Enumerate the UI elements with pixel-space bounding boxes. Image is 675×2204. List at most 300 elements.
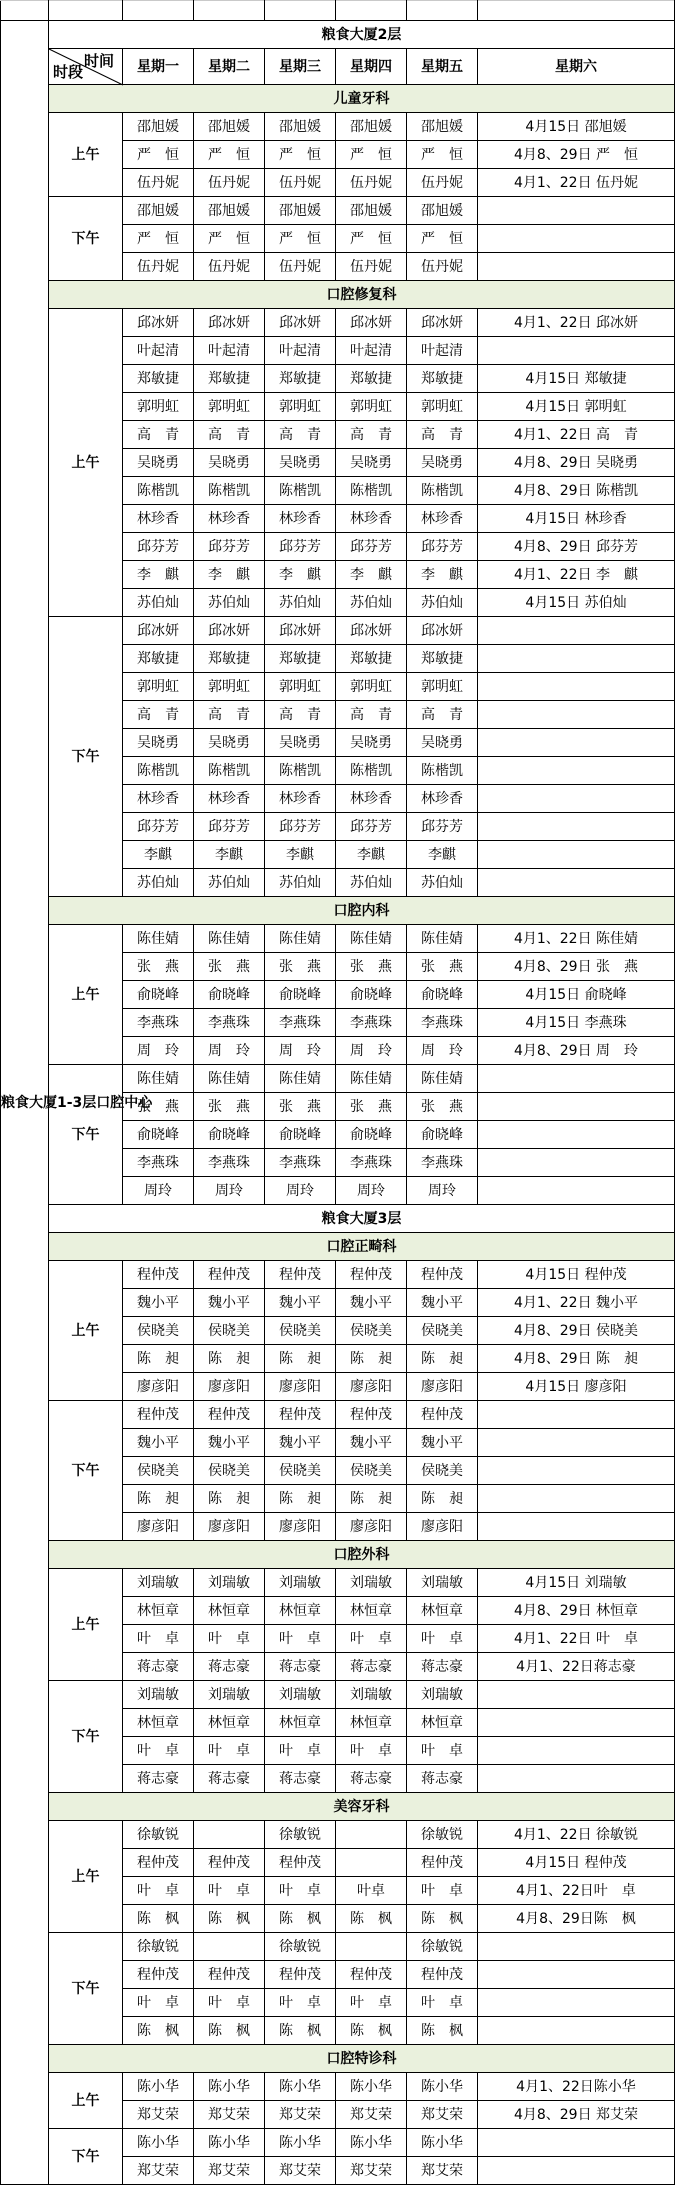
doctor-cell: 高 青 [194, 421, 265, 449]
doctor-cell: 叶起清 [265, 337, 336, 365]
saturday-cell: 4月8、29日 林恒章 [478, 1597, 675, 1625]
doctor-cell: 魏小平 [265, 1289, 336, 1317]
doctor-cell: 徐敏锐 [123, 1821, 194, 1849]
saturday-cell [478, 617, 675, 645]
doctor-cell: 郑艾荣 [123, 2157, 194, 2185]
doctor-cell: 陈楷凯 [265, 757, 336, 785]
doctor-cell: 周玲 [336, 1177, 407, 1205]
doctor-cell: 郑敏捷 [336, 645, 407, 673]
doctor-cell: 陈 昶 [194, 1345, 265, 1373]
doctor-cell: 吴晓勇 [407, 729, 478, 757]
doctor-cell: 李 麒 [123, 561, 194, 589]
doctor-cell: 苏伯灿 [123, 869, 194, 897]
saturday-cell: 4月1、22日 伍丹妮 [478, 169, 675, 197]
saturday-cell: 4月15日 刘瑞敏 [478, 1569, 675, 1597]
department-row [1, 2045, 675, 2073]
doctor-cell: 陈小华 [194, 2073, 265, 2101]
doctor-cell: 邱芬芳 [194, 533, 265, 561]
doctor-cell: 程仲茂 [265, 1401, 336, 1429]
doctor-cell: 刘瑞敏 [123, 1681, 194, 1709]
doctor-cell: 林珍香 [123, 505, 194, 533]
doctor-cell: 李燕珠 [194, 1149, 265, 1177]
doctor-cell: 刘瑞敏 [407, 1681, 478, 1709]
doctor-cell: 陈小华 [336, 2129, 407, 2157]
doctor-cell: 吴晓勇 [194, 449, 265, 477]
doctor-cell: 陈小华 [123, 2073, 194, 2101]
doctor-cell: 周玲 [407, 1177, 478, 1205]
doctor-cell: 郑艾荣 [407, 2157, 478, 2185]
doctor-cell: 吴晓勇 [407, 449, 478, 477]
doctor-cell: 伍丹妮 [265, 253, 336, 281]
doctor-cell: 蒋志豪 [265, 1765, 336, 1793]
doctor-cell: 徐敏锐 [265, 1933, 336, 1961]
doctor-cell: 陈小华 [194, 2129, 265, 2157]
saturday-cell [478, 673, 675, 701]
doctor-cell: 陈 昶 [265, 1485, 336, 1513]
saturday-cell [478, 1485, 675, 1513]
doctor-cell: 俞晓峰 [123, 1121, 194, 1149]
doctor-cell: 陈 枫 [336, 1905, 407, 1933]
doctor-cell: 郭明虹 [123, 673, 194, 701]
doctor-cell: 林珍香 [265, 785, 336, 813]
doctor-cell: 林恒章 [194, 1597, 265, 1625]
doctor-cell: 郑艾荣 [194, 2101, 265, 2129]
table-row [1, 1065, 675, 1093]
doctor-cell: 陈楷凯 [194, 477, 265, 505]
building-title: 粮食大厦2层 [49, 21, 675, 49]
doctor-cell: 侯晓美 [336, 1317, 407, 1345]
doctor-cell: 刘瑞敏 [336, 1569, 407, 1597]
doctor-cell: 苏伯灿 [336, 869, 407, 897]
doctor-cell: 郑敏捷 [407, 365, 478, 393]
doctor-cell: 俞晓峰 [265, 1121, 336, 1149]
period-label: 上午 [49, 2073, 123, 2129]
doctor-cell: 魏小平 [336, 1289, 407, 1317]
doctor-cell: 陈 枫 [123, 1905, 194, 1933]
doctor-cell: 徐敏锐 [407, 1821, 478, 1849]
doctor-cell: 邵旭媛 [194, 197, 265, 225]
doctor-cell: 林珍香 [194, 505, 265, 533]
doctor-cell: 林珍香 [336, 785, 407, 813]
doctor-cell: 程仲茂 [123, 1401, 194, 1429]
doctor-cell: 蒋志豪 [407, 1765, 478, 1793]
saturday-cell: 4月15日 邵旭媛 [478, 113, 675, 141]
doctor-cell: 邱芬芳 [194, 813, 265, 841]
doctor-cell: 伍丹妮 [265, 169, 336, 197]
doctor-cell: 郑敏捷 [194, 645, 265, 673]
doctor-cell: 郑艾荣 [123, 2101, 194, 2129]
doctor-cell: 邵旭媛 [407, 113, 478, 141]
saturday-cell: 4月1、22日 叶 卓 [478, 1625, 675, 1653]
doctor-cell: 程仲茂 [123, 1961, 194, 1989]
doctor-cell [194, 1821, 265, 1849]
doctor-cell: 李燕珠 [336, 1149, 407, 1177]
saturday-cell [478, 1737, 675, 1765]
period-label: 下午 [49, 617, 123, 897]
doctor-cell: 高 青 [123, 701, 194, 729]
doctor-cell: 张 燕 [265, 953, 336, 981]
doctor-cell: 陈 枫 [194, 1905, 265, 1933]
doctor-cell: 陈 枫 [336, 2017, 407, 2045]
doctor-cell: 魏小平 [407, 1429, 478, 1457]
doctor-cell: 叶 卓 [123, 1737, 194, 1765]
doctor-cell: 陈楷凯 [336, 757, 407, 785]
department-title: 口腔修复科 [49, 281, 675, 309]
doctor-cell: 李燕珠 [194, 1009, 265, 1037]
saturday-cell [478, 729, 675, 757]
period-label: 下午 [49, 1933, 123, 2045]
doctor-cell: 陈楷凯 [123, 477, 194, 505]
doctor-cell: 叶 卓 [407, 1737, 478, 1765]
doctor-cell: 陈 枫 [407, 2017, 478, 2045]
saturday-cell: 4月15日 程仲茂 [478, 1849, 675, 1877]
doctor-cell [194, 1933, 265, 1961]
doctor-cell: 李麒 [123, 841, 194, 869]
saturday-cell: 4月15日 俞晓峰 [478, 981, 675, 1009]
period-label: 下午 [49, 1681, 123, 1793]
doctor-cell: 陈 昶 [123, 1485, 194, 1513]
doctor-cell: 陈 昶 [407, 1345, 478, 1373]
doctor-cell: 高 青 [336, 421, 407, 449]
saturday-cell [478, 645, 675, 673]
department-title: 口腔特诊科 [49, 2045, 675, 2073]
doctor-cell: 周 玲 [123, 1037, 194, 1065]
doctor-cell: 李麒 [194, 841, 265, 869]
doctor-cell: 邱冰妍 [407, 309, 478, 337]
doctor-cell: 魏小平 [407, 1289, 478, 1317]
doctor-cell: 吴晓勇 [194, 729, 265, 757]
doctor-cell: 邱芬芳 [265, 813, 336, 841]
doctor-cell: 陈 昶 [123, 1345, 194, 1373]
period-label: 上午 [49, 1261, 123, 1401]
saturday-cell: 4月1、22日 邱冰妍 [478, 309, 675, 337]
saturday-cell: 4月15日 郑敏捷 [478, 365, 675, 393]
doctor-cell: 邱冰妍 [194, 617, 265, 645]
doctor-cell: 蒋志豪 [407, 1653, 478, 1681]
saturday-cell: 4月1、22日 李 麒 [478, 561, 675, 589]
doctor-cell: 邱冰妍 [123, 309, 194, 337]
doctor-cell: 林恒章 [123, 1709, 194, 1737]
table-row [1, 1681, 675, 1709]
doctor-cell: 林恒章 [265, 1709, 336, 1737]
doctor-cell: 侯晓美 [407, 1317, 478, 1345]
department-title: 儿童牙科 [49, 85, 675, 113]
doctor-cell: 蒋志豪 [123, 1653, 194, 1681]
doctor-cell: 程仲茂 [336, 1961, 407, 1989]
doctor-cell: 林珍香 [336, 505, 407, 533]
saturday-cell [478, 225, 675, 253]
saturday-cell [478, 1177, 675, 1205]
doctor-cell: 叶卓 [336, 1877, 407, 1905]
doctor-cell: 蒋志豪 [336, 1765, 407, 1793]
doctor-cell: 林恒章 [336, 1597, 407, 1625]
doctor-cell: 蒋志豪 [194, 1653, 265, 1681]
empty-grid-cell [194, 1, 265, 21]
table-row [1, 1821, 675, 1849]
doctor-cell: 陈 昶 [194, 1485, 265, 1513]
doctor-cell: 张 燕 [123, 1093, 194, 1121]
doctor-cell: 程仲茂 [123, 1849, 194, 1877]
corner-period-label: 时段 [53, 63, 84, 81]
doctor-cell: 叶起清 [336, 337, 407, 365]
doctor-cell: 苏伯灿 [407, 589, 478, 617]
table-row [1, 1933, 675, 1961]
sheet-top-strip [1, 1, 675, 21]
doctor-cell: 李燕珠 [265, 1149, 336, 1177]
department-title: 美容牙科 [49, 1793, 675, 1821]
doctor-cell: 陈楷凯 [194, 757, 265, 785]
doctor-cell: 邵旭媛 [336, 197, 407, 225]
saturday-cell [478, 337, 675, 365]
doctor-cell: 吴晓勇 [336, 729, 407, 757]
doctor-cell: 郭明虹 [407, 673, 478, 701]
doctor-cell: 吴晓勇 [336, 449, 407, 477]
doctor-cell: 李燕珠 [123, 1009, 194, 1037]
saturday-cell: 4月1、22日陈小华 [478, 2073, 675, 2101]
doctor-cell: 邵旭媛 [407, 197, 478, 225]
empty-grid-cell [49, 1, 123, 21]
doctor-cell: 叶 卓 [123, 1877, 194, 1905]
doctor-cell: 刘瑞敏 [265, 1681, 336, 1709]
doctor-cell: 廖彦阳 [194, 1513, 265, 1541]
doctor-cell: 廖彦阳 [407, 1373, 478, 1401]
saturday-cell: 4月15日 廖彦阳 [478, 1373, 675, 1401]
saturday-cell: 4月15日 苏伯灿 [478, 589, 675, 617]
doctor-cell: 高 青 [123, 421, 194, 449]
doctor-cell: 魏小平 [194, 1289, 265, 1317]
doctor-cell: 高 青 [407, 701, 478, 729]
doctor-cell: 李 麒 [265, 561, 336, 589]
empty-grid-cell [478, 1, 675, 21]
building-row [1, 21, 675, 49]
doctor-cell: 廖彦阳 [265, 1373, 336, 1401]
doctor-cell: 俞晓峰 [194, 981, 265, 1009]
doctor-cell: 邱冰妍 [336, 309, 407, 337]
doctor-cell: 陈小华 [407, 2129, 478, 2157]
saturday-cell [478, 1989, 675, 2017]
doctor-cell: 程仲茂 [123, 1261, 194, 1289]
doctor-cell: 伍丹妮 [336, 169, 407, 197]
doctor-cell: 郑艾荣 [336, 2101, 407, 2129]
doctor-cell [336, 1821, 407, 1849]
doctor-cell: 严 恒 [407, 141, 478, 169]
day-header: 星期四 [336, 49, 407, 85]
doctor-cell: 郭明虹 [123, 393, 194, 421]
doctor-cell [336, 1849, 407, 1877]
doctor-cell: 俞晓峰 [336, 981, 407, 1009]
doctor-cell: 陈佳婧 [123, 925, 194, 953]
saturday-cell: 4月8、29日 邱芬芳 [478, 533, 675, 561]
doctor-cell: 严 恒 [336, 225, 407, 253]
saturday-cell [478, 1933, 675, 1961]
saturday-cell: 4月8、29日 张 燕 [478, 953, 675, 981]
saturday-cell [478, 2017, 675, 2045]
doctor-cell: 陈小华 [123, 2129, 194, 2157]
saturday-cell: 4月1、22日 徐敏锐 [478, 1821, 675, 1849]
table-row [1, 309, 675, 337]
saturday-cell [478, 1429, 675, 1457]
table-row [1, 617, 675, 645]
doctor-cell: 陈佳婧 [265, 1065, 336, 1093]
doctor-cell: 陈 枫 [123, 2017, 194, 2045]
saturday-cell [478, 1765, 675, 1793]
doctor-cell: 邱芬芳 [336, 813, 407, 841]
period-label: 上午 [49, 309, 123, 617]
doctor-cell: 高 青 [194, 701, 265, 729]
doctor-cell: 叶起清 [407, 337, 478, 365]
doctor-cell: 张 燕 [123, 953, 194, 981]
doctor-cell: 陈佳婧 [336, 925, 407, 953]
department-title: 口腔外科 [49, 1541, 675, 1569]
doctor-cell: 张 燕 [265, 1093, 336, 1121]
doctor-cell: 伍丹妮 [336, 253, 407, 281]
doctor-cell: 陈小华 [265, 2073, 336, 2101]
saturday-cell [478, 1401, 675, 1429]
doctor-cell: 林珍香 [123, 785, 194, 813]
day-header: 星期六 [478, 49, 675, 85]
doctor-cell: 侯晓美 [194, 1457, 265, 1485]
doctor-cell: 叶 卓 [123, 1989, 194, 2017]
doctor-cell: 陈 昶 [336, 1485, 407, 1513]
doctor-cell: 程仲茂 [194, 1849, 265, 1877]
doctor-cell: 廖彦阳 [123, 1373, 194, 1401]
doctor-cell: 郑敏捷 [265, 645, 336, 673]
doctor-cell: 侯晓美 [265, 1457, 336, 1485]
doctor-cell: 林恒章 [265, 1597, 336, 1625]
doctor-cell: 叶 卓 [123, 1625, 194, 1653]
doctor-cell: 林珍香 [265, 505, 336, 533]
doctor-cell: 叶 卓 [336, 1625, 407, 1653]
doctor-cell: 张 燕 [407, 1093, 478, 1121]
doctor-cell: 叶 卓 [194, 1625, 265, 1653]
doctor-cell: 陈 昶 [336, 1345, 407, 1373]
department-row [1, 1233, 675, 1261]
doctor-cell: 陈佳婧 [407, 925, 478, 953]
doctor-cell: 叶 卓 [407, 1625, 478, 1653]
empty-grid-cell [336, 1, 407, 21]
doctor-cell: 伍丹妮 [407, 253, 478, 281]
saturday-cell: 4月15日 李燕珠 [478, 1009, 675, 1037]
doctor-cell: 邱冰妍 [336, 617, 407, 645]
saturday-cell [478, 869, 675, 897]
doctor-cell: 李麒 [336, 841, 407, 869]
doctor-cell: 陈楷凯 [407, 477, 478, 505]
saturday-cell: 4月8、29日 陈 昶 [478, 1345, 675, 1373]
doctor-cell: 张 燕 [194, 1093, 265, 1121]
saturday-cell: 4月1、22日蒋志豪 [478, 1653, 675, 1681]
doctor-cell: 叶 卓 [265, 1877, 336, 1905]
doctor-cell: 林恒章 [194, 1709, 265, 1737]
doctor-cell: 伍丹妮 [407, 169, 478, 197]
doctor-cell: 郭明虹 [265, 673, 336, 701]
doctor-cell: 苏伯灿 [265, 869, 336, 897]
doctor-cell: 侯晓美 [265, 1317, 336, 1345]
doctor-cell: 侯晓美 [336, 1457, 407, 1485]
doctor-cell: 伍丹妮 [123, 253, 194, 281]
doctor-cell: 叶 卓 [194, 1989, 265, 2017]
table-row [1, 1569, 675, 1597]
doctor-cell: 陈佳婧 [123, 1065, 194, 1093]
doctor-cell: 叶 卓 [336, 1737, 407, 1765]
doctor-cell: 郑敏捷 [407, 645, 478, 673]
doctor-cell: 程仲茂 [407, 1261, 478, 1289]
doctor-cell: 郑敏捷 [123, 365, 194, 393]
doctor-cell: 刘瑞敏 [336, 1681, 407, 1709]
schedule-body [1, 1, 675, 2185]
doctor-cell: 郑艾荣 [265, 2157, 336, 2185]
doctor-cell: 徐敏锐 [407, 1933, 478, 1961]
doctor-cell: 陈楷凯 [407, 757, 478, 785]
day-header: 星期三 [265, 49, 336, 85]
doctor-cell: 程仲茂 [336, 1401, 407, 1429]
doctor-cell: 吴晓勇 [265, 729, 336, 757]
doctor-cell: 陈佳婧 [194, 1065, 265, 1093]
doctor-cell: 蒋志豪 [265, 1653, 336, 1681]
doctor-cell: 魏小平 [265, 1429, 336, 1457]
doctor-cell [336, 1933, 407, 1961]
doctor-cell: 陈 枫 [194, 2017, 265, 2045]
doctor-cell: 张 燕 [336, 1093, 407, 1121]
doctor-cell: 廖彦阳 [336, 1513, 407, 1541]
doctor-cell: 程仲茂 [265, 1961, 336, 1989]
doctor-cell: 李燕珠 [123, 1149, 194, 1177]
doctor-cell: 陈楷凯 [123, 757, 194, 785]
period-label: 下午 [49, 2129, 123, 2185]
department-title: 口腔正畸科 [49, 1233, 675, 1261]
doctor-cell: 刘瑞敏 [265, 1569, 336, 1597]
saturday-cell: 4月1、22日 魏小平 [478, 1289, 675, 1317]
saturday-cell: 4月8、29日陈 枫 [478, 1905, 675, 1933]
doctor-cell: 魏小平 [123, 1289, 194, 1317]
saturday-cell [478, 2157, 675, 2185]
doctor-cell: 陈小华 [265, 2129, 336, 2157]
doctor-cell: 邵旭媛 [123, 197, 194, 225]
doctor-cell: 严 恒 [265, 225, 336, 253]
doctor-cell: 林珍香 [407, 505, 478, 533]
doctor-cell: 叶起清 [194, 337, 265, 365]
corner-time-label: 时间 [83, 52, 114, 70]
doctor-cell: 高 青 [336, 701, 407, 729]
period-label: 上午 [49, 1821, 123, 1933]
doctor-cell: 郑敏捷 [123, 645, 194, 673]
doctor-cell: 邱芬芳 [123, 533, 194, 561]
period-label: 上午 [49, 925, 123, 1065]
doctor-cell: 蒋志豪 [123, 1765, 194, 1793]
saturday-cell [478, 785, 675, 813]
doctor-cell: 陈楷凯 [336, 477, 407, 505]
department-row [1, 1793, 675, 1821]
doctor-cell: 高 青 [265, 421, 336, 449]
doctor-cell: 邱芬芳 [407, 533, 478, 561]
doctor-cell: 徐敏锐 [123, 1933, 194, 1961]
doctor-cell: 林恒章 [407, 1597, 478, 1625]
doctor-cell: 叶 卓 [407, 1989, 478, 2017]
doctor-cell: 程仲茂 [407, 1961, 478, 1989]
doctor-cell: 蒋志豪 [336, 1653, 407, 1681]
doctor-cell: 叶 卓 [265, 1625, 336, 1653]
doctor-cell: 徐敏锐 [265, 1821, 336, 1849]
doctor-cell: 邱芬芳 [123, 813, 194, 841]
doctor-cell: 刘瑞敏 [123, 1569, 194, 1597]
doctor-cell: 李 麒 [407, 561, 478, 589]
doctor-cell: 邱冰妍 [265, 309, 336, 337]
doctor-cell: 郑敏捷 [336, 365, 407, 393]
doctor-cell: 俞晓峰 [407, 981, 478, 1009]
doctor-cell: 苏伯灿 [265, 589, 336, 617]
doctor-cell: 严 恒 [194, 225, 265, 253]
doctor-cell: 林恒章 [336, 1709, 407, 1737]
doctor-cell: 林恒章 [407, 1709, 478, 1737]
